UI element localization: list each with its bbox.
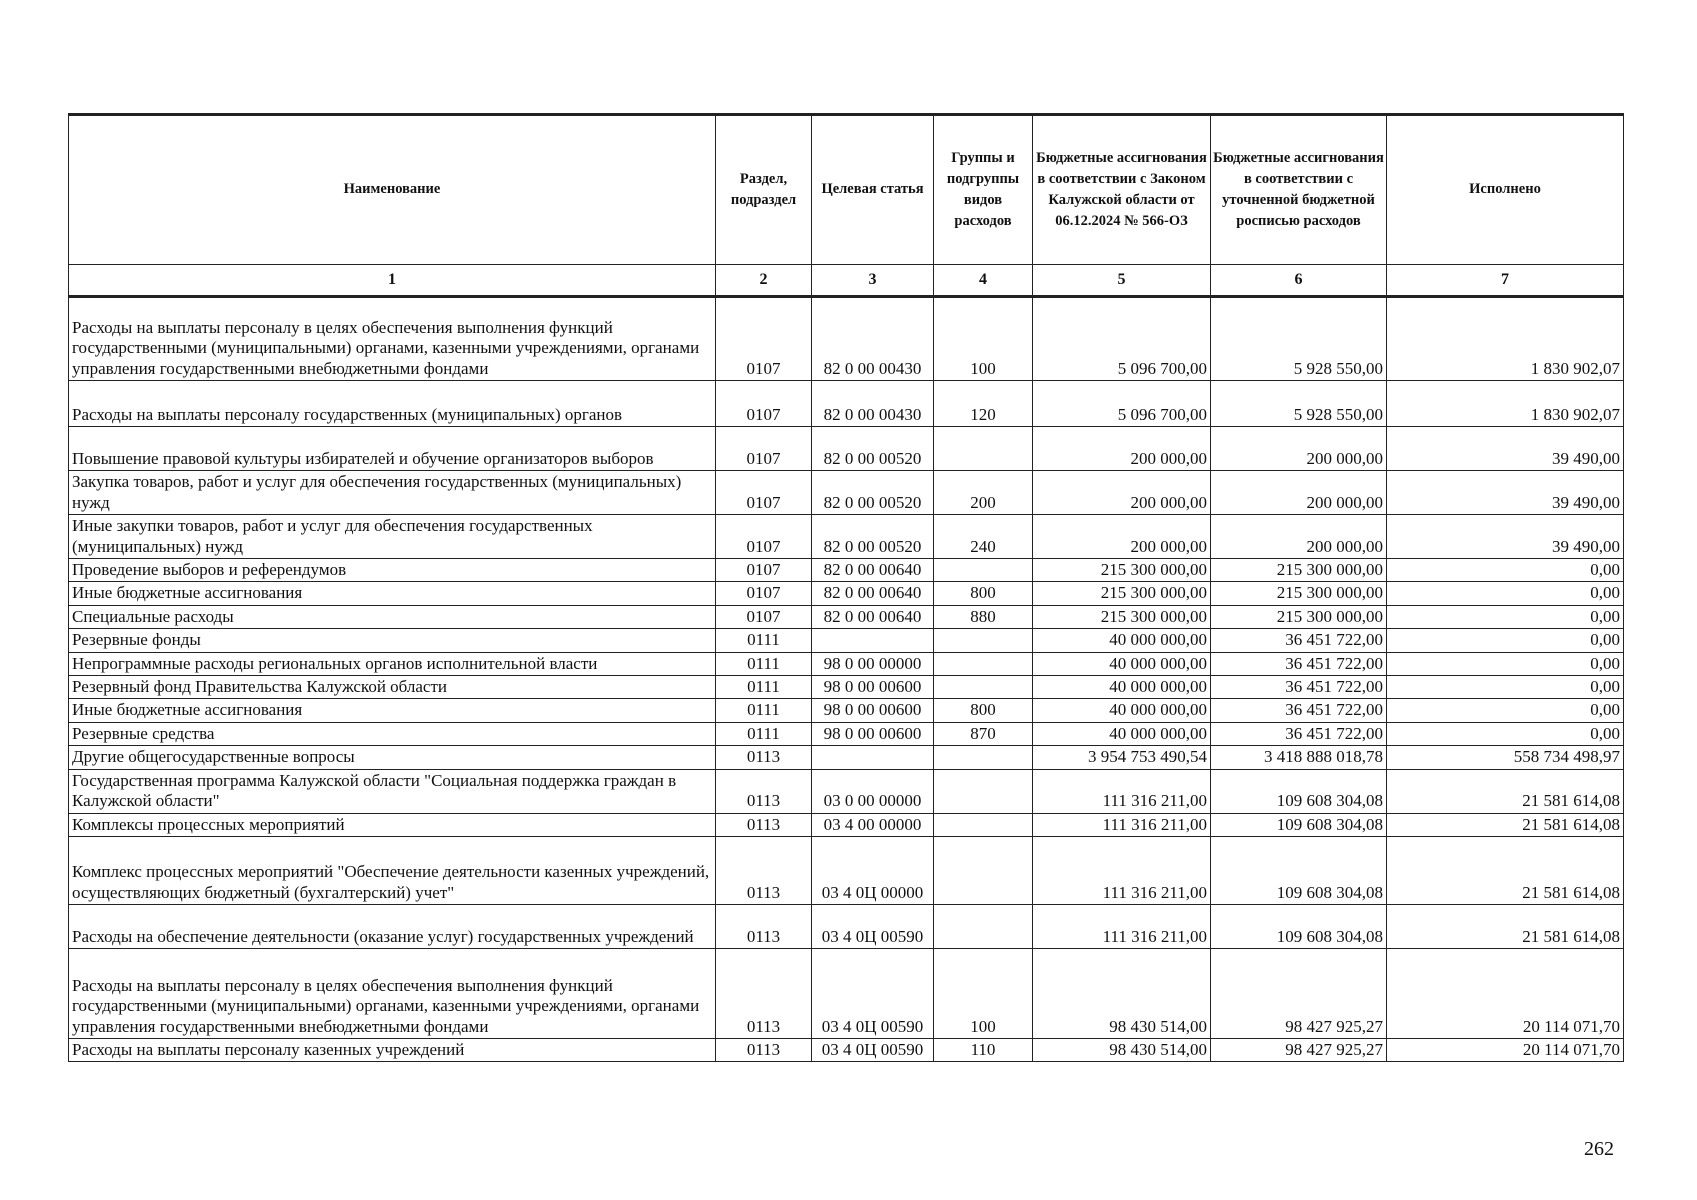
cell-name: Иные бюджетные ассигнования (69, 582, 716, 605)
cell-law-allocation: 111 316 211,00 (1033, 904, 1211, 948)
cell-law-allocation: 200 000,00 (1033, 427, 1211, 471)
table-row (69, 297, 1624, 381)
cell-target: 03 4 00 00000 (812, 813, 934, 836)
cell-name: Проведение выборов и референдумов (69, 559, 716, 582)
cell-section: 0111 (716, 699, 812, 722)
cell-section: 0107 (716, 515, 812, 559)
cell-group: 100 (934, 948, 1033, 1038)
cell-section: 0113 (716, 836, 812, 904)
cell-name: Резервный фонд Правительства Калужской области (69, 675, 716, 698)
cell-executed: 21 581 614,08 (1387, 769, 1624, 813)
cell-section: 0107 (716, 381, 812, 427)
cell-name: Расходы на выплаты персоналу в целях обеспечения выполнения функций государственными (муниципальными) органами, казенными учреждениями, органами управления государственными внебюджетными фондами (69, 948, 716, 1038)
cell-revised-allocation: 36 451 722,00 (1211, 675, 1387, 698)
cell-target: 82 0 00 00640 (812, 582, 934, 605)
cell-name: Повышение правовой культуры избирателей и обучение организаторов выборов (69, 427, 716, 471)
cell-executed: 39 490,00 (1387, 471, 1624, 515)
cell-law-allocation: 5 096 700,00 (1033, 297, 1211, 381)
cell-executed: 558 734 498,97 (1387, 746, 1624, 769)
cell-group: 110 (934, 1038, 1033, 1061)
cell-target: 98 0 00 00000 (812, 652, 934, 675)
cell-target: 82 0 00 00640 (812, 559, 934, 582)
cell-target: 03 4 0Ц 00590 (812, 904, 934, 948)
cell-section: 0113 (716, 746, 812, 769)
cell-law-allocation: 40 000 000,00 (1033, 722, 1211, 745)
header-group: Группы и подгруппы видов расходов (934, 115, 1033, 265)
cell-revised-allocation: 98 427 925,27 (1211, 1038, 1387, 1061)
table-row (69, 722, 1624, 745)
cell-group: 880 (934, 605, 1033, 628)
cell-section: 0107 (716, 297, 812, 381)
cell-section: 0111 (716, 675, 812, 698)
cell-group (934, 652, 1033, 675)
cell-name: Иные закупки товаров, работ и услуг для обеспечения государственных (муниципальных) нужд (69, 515, 716, 559)
cell-law-allocation: 200 000,00 (1033, 471, 1211, 515)
table-row (69, 582, 1624, 605)
cell-revised-allocation: 3 418 888 018,78 (1211, 746, 1387, 769)
table-body (69, 297, 1624, 1062)
cell-section: 0113 (716, 813, 812, 836)
cell-executed: 21 581 614,08 (1387, 836, 1624, 904)
cell-group (934, 675, 1033, 698)
cell-group: 800 (934, 582, 1033, 605)
cell-section: 0113 (716, 769, 812, 813)
cell-group: 240 (934, 515, 1033, 559)
cell-executed: 1 830 902,07 (1387, 297, 1624, 381)
cell-section: 0107 (716, 582, 812, 605)
header-law-allocation: Бюджетные ассигнования в соответствии с Законом Калужской области от 06.12.2024 № 566-ОЗ (1033, 115, 1211, 265)
cell-target: 82 0 00 00430 (812, 381, 934, 427)
column-number: 2 (716, 265, 812, 297)
cell-group (934, 769, 1033, 813)
cell-executed: 0,00 (1387, 652, 1624, 675)
table-row (69, 948, 1624, 1038)
column-number-row (69, 265, 1624, 297)
cell-law-allocation: 215 300 000,00 (1033, 559, 1211, 582)
cell-executed: 0,00 (1387, 582, 1624, 605)
table-row (69, 427, 1624, 471)
cell-law-allocation: 215 300 000,00 (1033, 605, 1211, 628)
cell-name: Специальные расходы (69, 605, 716, 628)
cell-executed: 20 114 071,70 (1387, 1038, 1624, 1061)
table-row (69, 515, 1624, 559)
cell-section: 0113 (716, 1038, 812, 1061)
cell-target (812, 746, 934, 769)
cell-law-allocation: 111 316 211,00 (1033, 813, 1211, 836)
cell-revised-allocation: 200 000,00 (1211, 471, 1387, 515)
cell-group (934, 836, 1033, 904)
cell-group: 200 (934, 471, 1033, 515)
cell-name: Закупка товаров, работ и услуг для обеспечения государственных (муниципальных) нужд (69, 471, 716, 515)
cell-law-allocation: 40 000 000,00 (1033, 652, 1211, 675)
column-number: 5 (1033, 265, 1211, 297)
table-row (69, 699, 1624, 722)
cell-revised-allocation: 200 000,00 (1211, 427, 1387, 471)
table-row (69, 675, 1624, 698)
cell-revised-allocation: 109 608 304,08 (1211, 904, 1387, 948)
table-row (69, 813, 1624, 836)
cell-name: Другие общегосударственные вопросы (69, 746, 716, 769)
table-row (69, 904, 1624, 948)
cell-group (934, 813, 1033, 836)
cell-name: Расходы на выплаты персоналу в целях обеспечения выполнения функций государственными (муниципальными) органами, казенными учреждениями, органами управления государственными внебюджетными фондами (69, 297, 716, 381)
cell-law-allocation: 40 000 000,00 (1033, 629, 1211, 652)
cell-group (934, 427, 1033, 471)
cell-name: Государственная программа Калужской области "Социальная поддержка граждан в Калужской области" (69, 769, 716, 813)
cell-group: 120 (934, 381, 1033, 427)
cell-target: 82 0 00 00520 (812, 427, 934, 471)
cell-target: 98 0 00 00600 (812, 699, 934, 722)
cell-section: 0107 (716, 559, 812, 582)
cell-revised-allocation: 200 000,00 (1211, 515, 1387, 559)
column-number: 3 (812, 265, 934, 297)
cell-revised-allocation: 109 608 304,08 (1211, 769, 1387, 813)
cell-name: Комплексы процессных мероприятий (69, 813, 716, 836)
cell-revised-allocation: 109 608 304,08 (1211, 813, 1387, 836)
cell-executed: 21 581 614,08 (1387, 813, 1624, 836)
cell-law-allocation: 40 000 000,00 (1033, 699, 1211, 722)
column-number: 4 (934, 265, 1033, 297)
cell-executed: 0,00 (1387, 559, 1624, 582)
cell-revised-allocation: 109 608 304,08 (1211, 836, 1387, 904)
header-revised-allocation: Бюджетные ассигнования в соответствии с уточненной бюджетной росписью расходов (1211, 115, 1387, 265)
cell-revised-allocation: 215 300 000,00 (1211, 605, 1387, 628)
cell-revised-allocation: 215 300 000,00 (1211, 582, 1387, 605)
cell-law-allocation: 3 954 753 490,54 (1033, 746, 1211, 769)
cell-revised-allocation: 5 928 550,00 (1211, 297, 1387, 381)
cell-target: 03 4 0Ц 00590 (812, 948, 934, 1038)
table-row (69, 629, 1624, 652)
cell-section: 0111 (716, 722, 812, 745)
cell-section: 0107 (716, 605, 812, 628)
cell-target: 82 0 00 00520 (812, 515, 934, 559)
cell-revised-allocation: 36 451 722,00 (1211, 699, 1387, 722)
table-row (69, 769, 1624, 813)
budget-table (68, 113, 1624, 1062)
table-row (69, 836, 1624, 904)
cell-target: 82 0 00 00430 (812, 297, 934, 381)
cell-name: Непрограммные расходы региональных органов исполнительной власти (69, 652, 716, 675)
column-number: 6 (1211, 265, 1387, 297)
cell-target: 98 0 00 00600 (812, 722, 934, 745)
cell-name: Иные бюджетные ассигнования (69, 699, 716, 722)
cell-revised-allocation: 5 928 550,00 (1211, 381, 1387, 427)
cell-name: Резервные средства (69, 722, 716, 745)
cell-section: 0107 (716, 427, 812, 471)
cell-executed: 0,00 (1387, 722, 1624, 745)
cell-law-allocation: 111 316 211,00 (1033, 769, 1211, 813)
cell-name: Расходы на обеспечение деятельности (оказание услуг) государственных учреждений (69, 904, 716, 948)
table-row (69, 652, 1624, 675)
cell-law-allocation: 5 096 700,00 (1033, 381, 1211, 427)
cell-executed: 0,00 (1387, 699, 1624, 722)
cell-group: 100 (934, 297, 1033, 381)
cell-revised-allocation: 36 451 722,00 (1211, 652, 1387, 675)
column-number: 1 (69, 265, 716, 297)
cell-target (812, 629, 934, 652)
cell-section: 0113 (716, 904, 812, 948)
cell-executed: 0,00 (1387, 629, 1624, 652)
cell-group (934, 629, 1033, 652)
table-row (69, 746, 1624, 769)
cell-executed: 20 114 071,70 (1387, 948, 1624, 1038)
cell-executed: 39 490,00 (1387, 515, 1624, 559)
cell-name: Расходы на выплаты персоналу казенных учреждений (69, 1038, 716, 1061)
cell-law-allocation: 98 430 514,00 (1033, 1038, 1211, 1061)
page-number: 262 (1584, 1138, 1614, 1160)
cell-executed: 1 830 902,07 (1387, 381, 1624, 427)
cell-law-allocation: 40 000 000,00 (1033, 675, 1211, 698)
cell-executed: 0,00 (1387, 605, 1624, 628)
header-executed: Исполнено (1387, 115, 1624, 265)
cell-target: 03 4 0Ц 00590 (812, 1038, 934, 1061)
cell-law-allocation: 200 000,00 (1033, 515, 1211, 559)
cell-target: 82 0 00 00520 (812, 471, 934, 515)
cell-revised-allocation: 36 451 722,00 (1211, 629, 1387, 652)
cell-section: 0113 (716, 948, 812, 1038)
cell-group (934, 559, 1033, 582)
table-row (69, 559, 1624, 582)
cell-law-allocation: 98 430 514,00 (1033, 948, 1211, 1038)
cell-target: 98 0 00 00600 (812, 675, 934, 698)
table-row (69, 605, 1624, 628)
cell-section: 0111 (716, 652, 812, 675)
table-row (69, 1038, 1624, 1061)
cell-group: 800 (934, 699, 1033, 722)
column-number: 7 (1387, 265, 1624, 297)
cell-section: 0111 (716, 629, 812, 652)
header-target: Целевая статья (812, 115, 934, 265)
header-section: Раздел, подраздел (716, 115, 812, 265)
table-row (69, 471, 1624, 515)
cell-revised-allocation: 98 427 925,27 (1211, 948, 1387, 1038)
cell-revised-allocation: 36 451 722,00 (1211, 722, 1387, 745)
cell-name: Резервные фонды (69, 629, 716, 652)
cell-name: Расходы на выплаты персоналу государственных (муниципальных) органов (69, 381, 716, 427)
cell-name: Комплекс процессных мероприятий "Обеспечение деятельности казенных учреждений, осуществляющих бюджетный (бухгалтерский) учет" (69, 836, 716, 904)
header-row (69, 115, 1624, 265)
cell-group (934, 746, 1033, 769)
cell-section: 0107 (716, 471, 812, 515)
cell-target: 82 0 00 00640 (812, 605, 934, 628)
cell-executed: 0,00 (1387, 675, 1624, 698)
cell-group: 870 (934, 722, 1033, 745)
header-name: Наименование (69, 115, 716, 265)
cell-target: 03 4 0Ц 00000 (812, 836, 934, 904)
cell-executed: 21 581 614,08 (1387, 904, 1624, 948)
cell-group (934, 904, 1033, 948)
cell-executed: 39 490,00 (1387, 427, 1624, 471)
cell-law-allocation: 111 316 211,00 (1033, 836, 1211, 904)
table-row (69, 381, 1624, 427)
cell-law-allocation: 215 300 000,00 (1033, 582, 1211, 605)
cell-revised-allocation: 215 300 000,00 (1211, 559, 1387, 582)
cell-target: 03 0 00 00000 (812, 769, 934, 813)
